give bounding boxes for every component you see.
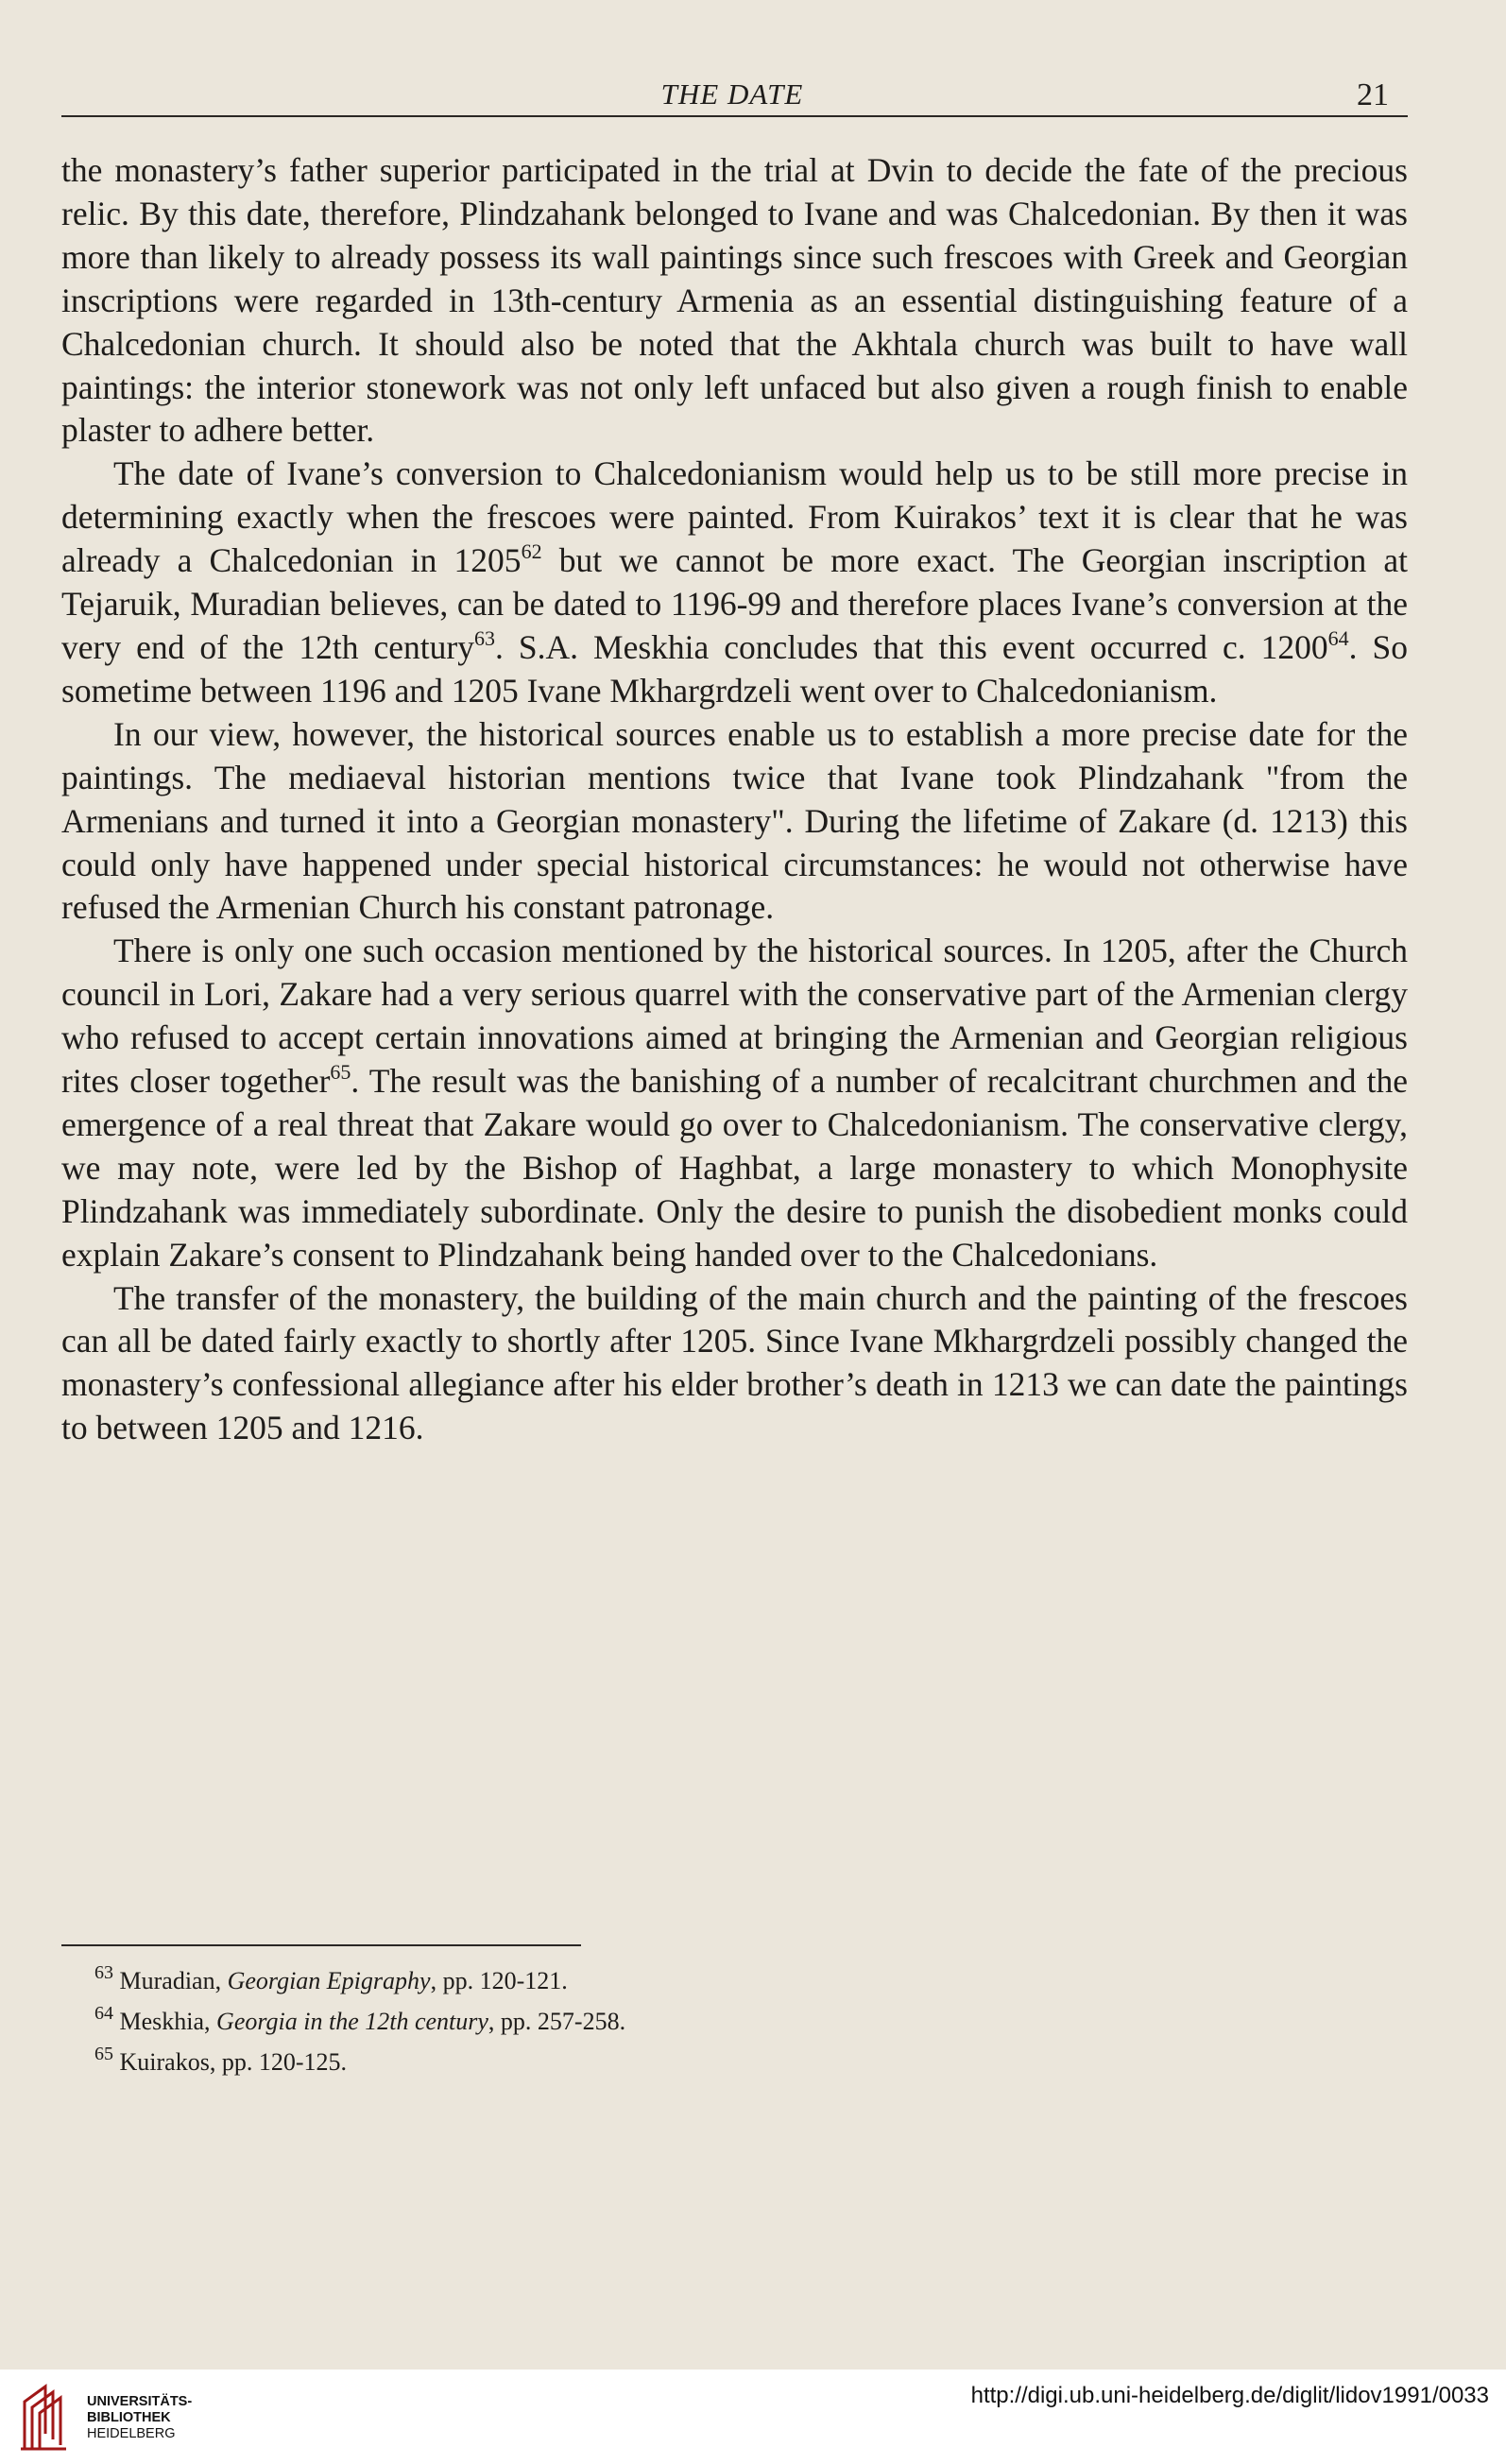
paragraph-5: The transfer of the monastery, the building of the main church and the painting of the frescoes can all be dated fairly exactly to shortly after 1205. Since Ivane Mkhargrdzeli possibly changed the monastery’s confessional allegiance after his elder brother’s death in 1213 we can date the paintings to between 1205 and 1216. [61, 1278, 1408, 1447]
footnote-work: Georgia in the 12th century [216, 2008, 488, 2035]
paragraph-1: the monastery’s father superior participated in the trial at Dvin to decide the fate of the precious relic. By this date, therefore, Plindzahank belonged to Ivane and was Chalcedonian. By then it was more than likely to already possess its wall paintings since such frescoes with Greek and Georgian inscriptions were regarded in 13th-century Armenia as an essential distinguishing feature of a Chalcedonian church. It should also be noted that the Akhtala church was built to have wall paintings: the interior stonework was not only left unfaced but also given a rough finish to enable plaster to adhere better. [61, 151, 1408, 450]
footnote-64 [61, 2001, 1006, 2042]
footnotes [61, 1960, 1006, 2082]
footnote-ref-65[interactable]: 65 [330, 1060, 351, 1085]
footnote-ref-62[interactable]: 62 [521, 539, 542, 564]
footnote-65 [61, 2042, 1006, 2082]
paragraph-4-text-a: There is only one such occasion mentioned by the historical sources. In 1205, after the Church council in Lori, Zakare had a very serious quarrel with the conservative part of the Armenian clergy who refused to accept certain innovations aimed at bringing the Armenian and Georgian religious rites closer together [61, 932, 1408, 1101]
library-line-1: UNIVERSITÄTS- [87, 2394, 193, 2409]
paragraph-2 [61, 453, 1408, 712]
footnote-ref-64[interactable]: 64 [1327, 625, 1349, 650]
footnote-author: Meskhia, [119, 2008, 217, 2035]
digitization-footer [0, 2370, 1506, 2464]
page-number: 21 [1357, 77, 1389, 112]
paragraph-2-text-b: but we cannot be more exact. The Georgian inscription at Tejaruik, Muradian believes, can be dated to 1196-99 and therefore places Ivane’s conversion at the very end of the 12th century [61, 541, 1408, 666]
body-text [61, 149, 1408, 1450]
footnote-pages: , pp. 120-121. [430, 1967, 568, 1994]
paragraph-3: In our view, however, the historical sources enable us to establish a more precise date for the paintings. The mediaeval historian mentions twice that Ivane took Plindzahank "from the Armenians and turned it into a Georgian monastery". During the lifetime of Zakare (d. 1213) this could only have happened under special historical circumstances: he would not otherwise have refused the Armenian Church his constant patronage. [61, 714, 1408, 927]
footnote-pages: , pp. 257-258. [488, 2008, 626, 2035]
footnote-work: Georgian Epigraphy [227, 1967, 431, 1994]
ub-heidelberg-logo-icon[interactable] [17, 2381, 77, 2455]
library-line-2: BIBLIOTHEK [87, 2410, 171, 2425]
permalink-url[interactable]: http://digi.ub.uni-heidelberg.de/diglit/lidov1991/0033 [970, 2383, 1489, 2408]
header-rule [61, 115, 1408, 117]
footnote-author: Kuirakos, pp. 120-125. [119, 2048, 347, 2076]
paragraph-2-text-a: The date of Ivane’s conversion to Chalcedonianism would help us to be still more precise in determining exactly when the frescoes were painted. From Kuirakos’ text it is clear that he was already a Chalcedonian in 1205 [61, 454, 1408, 580]
footnote-ref-63[interactable]: 63 [473, 625, 495, 650]
footnote-number: 64 [94, 2003, 113, 2024]
library-line-3: HEIDELBERG [87, 2426, 176, 2441]
footnote-number: 65 [94, 2044, 113, 2064]
footnote-63 [61, 1960, 1006, 2001]
footnote-number: 63 [94, 1962, 113, 1983]
footnote-rule [61, 1944, 581, 1946]
running-head-title: THE DATE [660, 77, 804, 111]
paragraph-2-text-d: . So sometime between 1196 and 1205 Ivane Mkhargrdzeli went over to Chalcedonianism. [61, 627, 1409, 710]
footnote-author: Muradian, [119, 1967, 228, 1994]
running-head [57, 77, 1408, 125]
paragraph-2-text-c: . S.A. Meskhia concludes that this event occurred c. 1200 [494, 627, 1328, 666]
library-name [87, 2394, 192, 2442]
paragraph-4 [61, 930, 1408, 1276]
paragraph-4-text-b: . The result was the banishing of a number of recalcitrant churchmen and the emergence of a real threat that Zakare would go over to Chalcedonianism. The conservative clergy, we may note, were led by the Bishop of Haghbat, a large monastery to which Monophysite Plindzahank was immediately subordinate. Only the desire to punish the disobedient monks could explain Zakare’s consent to Plindzahank being handed over to the Chalcedonians. [61, 1062, 1408, 1274]
